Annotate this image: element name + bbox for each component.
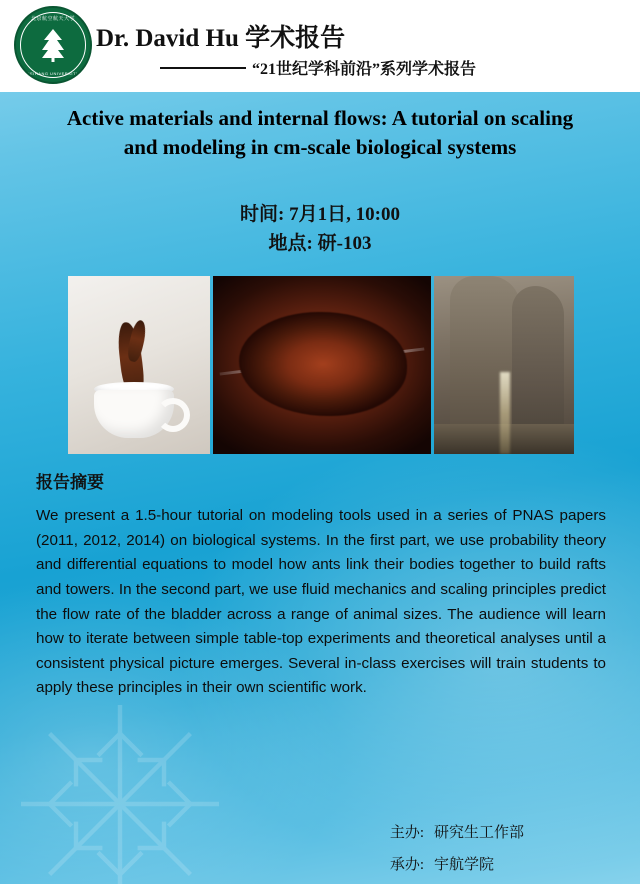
speaker-title-line: Dr. David Hu 学术报告 — [96, 25, 346, 52]
host-value: 研究生工作部 — [433, 825, 524, 841]
series-subtitle-text: “21世纪学科前沿”系列学术报告 — [252, 61, 477, 78]
organizer-label: 承办: — [389, 856, 424, 873]
event-meta — [0, 200, 640, 259]
snowflake-decoration — [10, 694, 230, 884]
organizer-value: 宇航学院 — [433, 856, 494, 873]
abstract-heading: 报告摘要 — [36, 473, 104, 492]
organizer-row — [390, 850, 524, 882]
talk-title-line-2: and modeling in cm-scale biological systems — [123, 134, 517, 159]
host-row — [390, 818, 524, 850]
ant-tower-cup-photo — [68, 276, 210, 454]
ant-raft-shape — [239, 312, 407, 416]
seal-text-bottom: BEIHANG UNIVERSITY — [26, 71, 80, 76]
ant-raft-on-pin-photo — [213, 276, 431, 454]
series-subtitle-row — [160, 56, 476, 79]
footer-organizers — [390, 818, 524, 881]
event-place: 地点: 研-103 — [268, 233, 372, 255]
talk-title-line-1: Active materials and internal flows: A tutorial on scaling — [66, 106, 574, 130]
subtitle-rule — [160, 67, 246, 69]
elephant-urination-photo — [434, 276, 574, 454]
urine-stream-shape — [500, 372, 510, 454]
university-seal-logo — [14, 6, 92, 84]
event-time: 时间: 7月1日, 10:00 — [240, 204, 400, 225]
abstract-body: We present a 1.5-hour tutorial on modeling tools used in a series of PNAS papers (2011, 2012, 2014) on biological systems. In the first part, we use probability theory and differential equations to model how ants link their bodies together to build rafts and towers. In the second part, we use fluid mechanics and scaling principles predict the flow rate of the bladder across a range of animal sizes. The audience will learn how to iterate between simple table-top experiments and theoretical analyses until a consistent physical picture emerges. Several in-class exercises will train students to apply these principles in their own scientific work. — [36, 507, 606, 697]
seal-text-top: 北京航空航天大学 — [30, 16, 75, 22]
talk-title — [0, 104, 640, 162]
host-label: 主办: — [389, 825, 424, 841]
cup-body-shape — [94, 390, 174, 438]
photo-strip — [68, 276, 574, 454]
seal-emblem-icon — [33, 25, 73, 65]
